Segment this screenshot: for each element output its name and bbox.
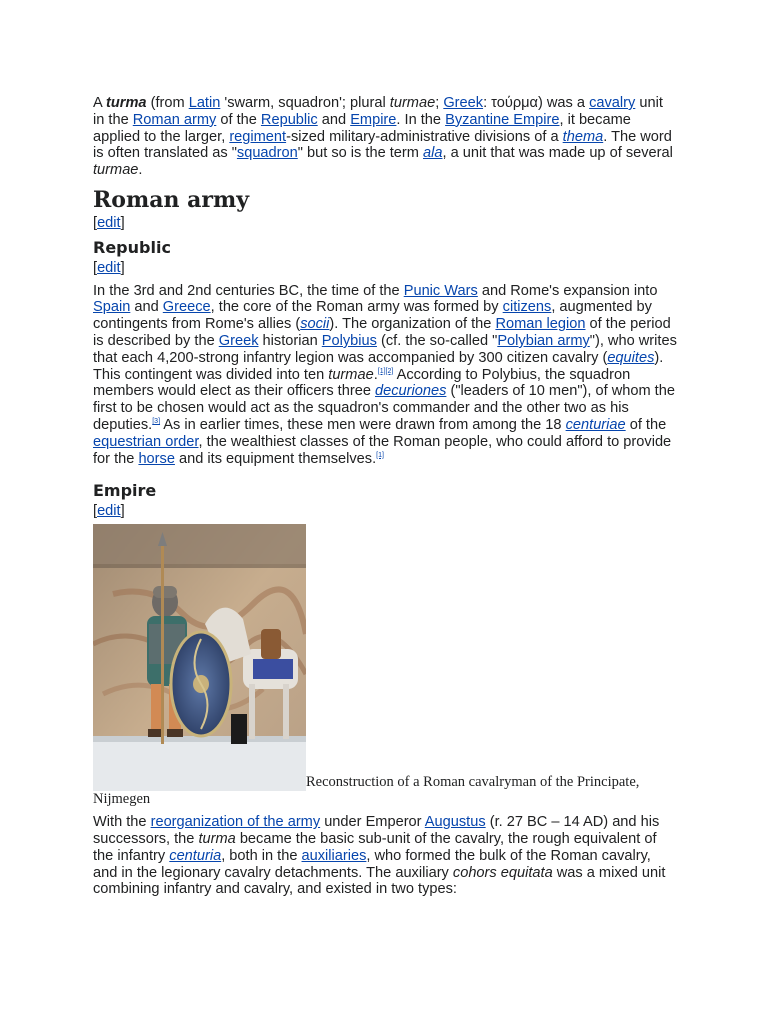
- link-spain[interactable]: Spain: [93, 299, 131, 316]
- link-cavalry[interactable]: cavalry: [589, 95, 636, 111]
- link-roman-legion[interactable]: Roman legion: [495, 316, 586, 333]
- link-roman-army[interactable]: Roman army: [132, 111, 217, 128]
- heading-republic: Republic: [93, 237, 171, 257]
- cavalryman-photo[interactable]: [93, 524, 306, 791]
- edit-section-republic: [edit]: [93, 259, 125, 276]
- link-greek[interactable]: Greek: [443, 95, 484, 111]
- heading-empire: Empire: [93, 481, 157, 501]
- republic-paragraph: In the 3rd and 2nd centuries BC, the time of the Punic Wars and Rome's expansion into Spain and Greece, the core of the Roman army was formed by citizens, augmented by contingents from Rome's allies (socii). The organization of the Roman legion of the period is described by the Greek historian Polybius (cf. the so-called "Polybian army"), who writes that each 4,200-strong infantry legion was accompanied by 300 citizen cavalry (equites). This contingent was divided into ten turmae.[1][2] According to Polybius, the squadron members would elect as their officers three decuriones ("leaders of 10 men"), of whom the first to be chosen would act as the squadron's commander and the other two as his deputies.[3] As in earlier times, these men were drawn from among the 18 centuriae of the equestrian order, the wealthiest classes of the Roman people, who could afford to provide for the horse and its equipment themselves.[1]: [93, 282, 677, 467]
- edit-section-empire: [edit]: [93, 503, 125, 520]
- link-horse[interactable]: horse: [138, 450, 175, 467]
- term-turma: turma: [105, 95, 147, 111]
- edit-section-roman-army: [edit]: [93, 214, 125, 231]
- link-polybian-army[interactable]: Polybian army: [497, 332, 590, 349]
- link-equites[interactable]: equites: [607, 349, 655, 366]
- link-thema[interactable]: thema: [562, 128, 604, 145]
- figure-caption: Reconstruction of a Roman cavalryman of the Principate, Nijmegen: [93, 774, 640, 808]
- link-greek-historian[interactable]: Greek: [218, 332, 259, 349]
- link-centuria[interactable]: centuria: [169, 847, 222, 864]
- article-content: [93, 95, 678, 898]
- link-squadron[interactable]: squadron: [236, 145, 298, 162]
- link-greece[interactable]: Greece: [162, 299, 211, 316]
- link-ala[interactable]: ala: [423, 145, 443, 162]
- link-latin[interactable]: Latin: [188, 95, 221, 111]
- figure: [93, 524, 678, 808]
- heading-roman-army: Roman army: [93, 186, 250, 213]
- link-augustus[interactable]: Augustus: [424, 814, 486, 831]
- link-republic[interactable]: Republic: [260, 111, 318, 128]
- edit-link[interactable]: edit: [97, 259, 121, 276]
- link-centuriae[interactable]: centuriae: [565, 416, 626, 433]
- reference-link[interactable]: [1]: [376, 451, 384, 459]
- link-equestrian-order[interactable]: equestrian order: [93, 433, 199, 450]
- link-byzantine-empire[interactable]: Byzantine Empire: [445, 111, 560, 128]
- reference-link[interactable]: [2]: [385, 367, 394, 375]
- link-polybius[interactable]: Polybius: [321, 332, 377, 349]
- edit-link[interactable]: edit: [97, 214, 121, 231]
- link-citizens[interactable]: citizens: [502, 299, 552, 316]
- link-regiment[interactable]: regiment: [229, 128, 287, 145]
- empire-paragraph: With the reorganization of the army under Emperor Augustus (r. 27 BC – 14 AD) and his successors, the turma became the basic sub-unit of the cavalry, the rough equivalent of the infantry centuria, both in the auxiliaries, who formed the bulk of the Roman cavalry, and in the legionary cavalry detachments. The auxiliary cohors equitata was a mixed unit combining infantry and cavalry, and existed in two types:: [93, 814, 666, 898]
- link-reorganization-of-the-army[interactable]: reorganization of the army: [150, 814, 321, 831]
- reference-link[interactable]: [1]: [377, 367, 386, 375]
- link-decuriones[interactable]: decuriones: [375, 383, 447, 400]
- link-auxiliaries[interactable]: auxiliaries: [301, 847, 367, 864]
- reference-link[interactable]: [3]: [152, 417, 161, 425]
- link-empire[interactable]: Empire: [350, 111, 397, 128]
- link-punic-wars[interactable]: Punic Wars: [403, 282, 478, 299]
- intro-paragraph: A turma (from Latin 'swarm, squadron'; plural turmae; Greek: τούρμα) was a cavalry unit in the Roman army of the Republic and Empire. In the Byzantine Empire, it became applied to the larger, regiment-sized military-administrative divisions of a thema. The word is often translated as "squadron" but so is the term ala, a unit that was made up of several turmae.: [93, 95, 673, 179]
- link-socii[interactable]: socii: [300, 316, 330, 333]
- edit-link[interactable]: edit: [97, 503, 121, 520]
